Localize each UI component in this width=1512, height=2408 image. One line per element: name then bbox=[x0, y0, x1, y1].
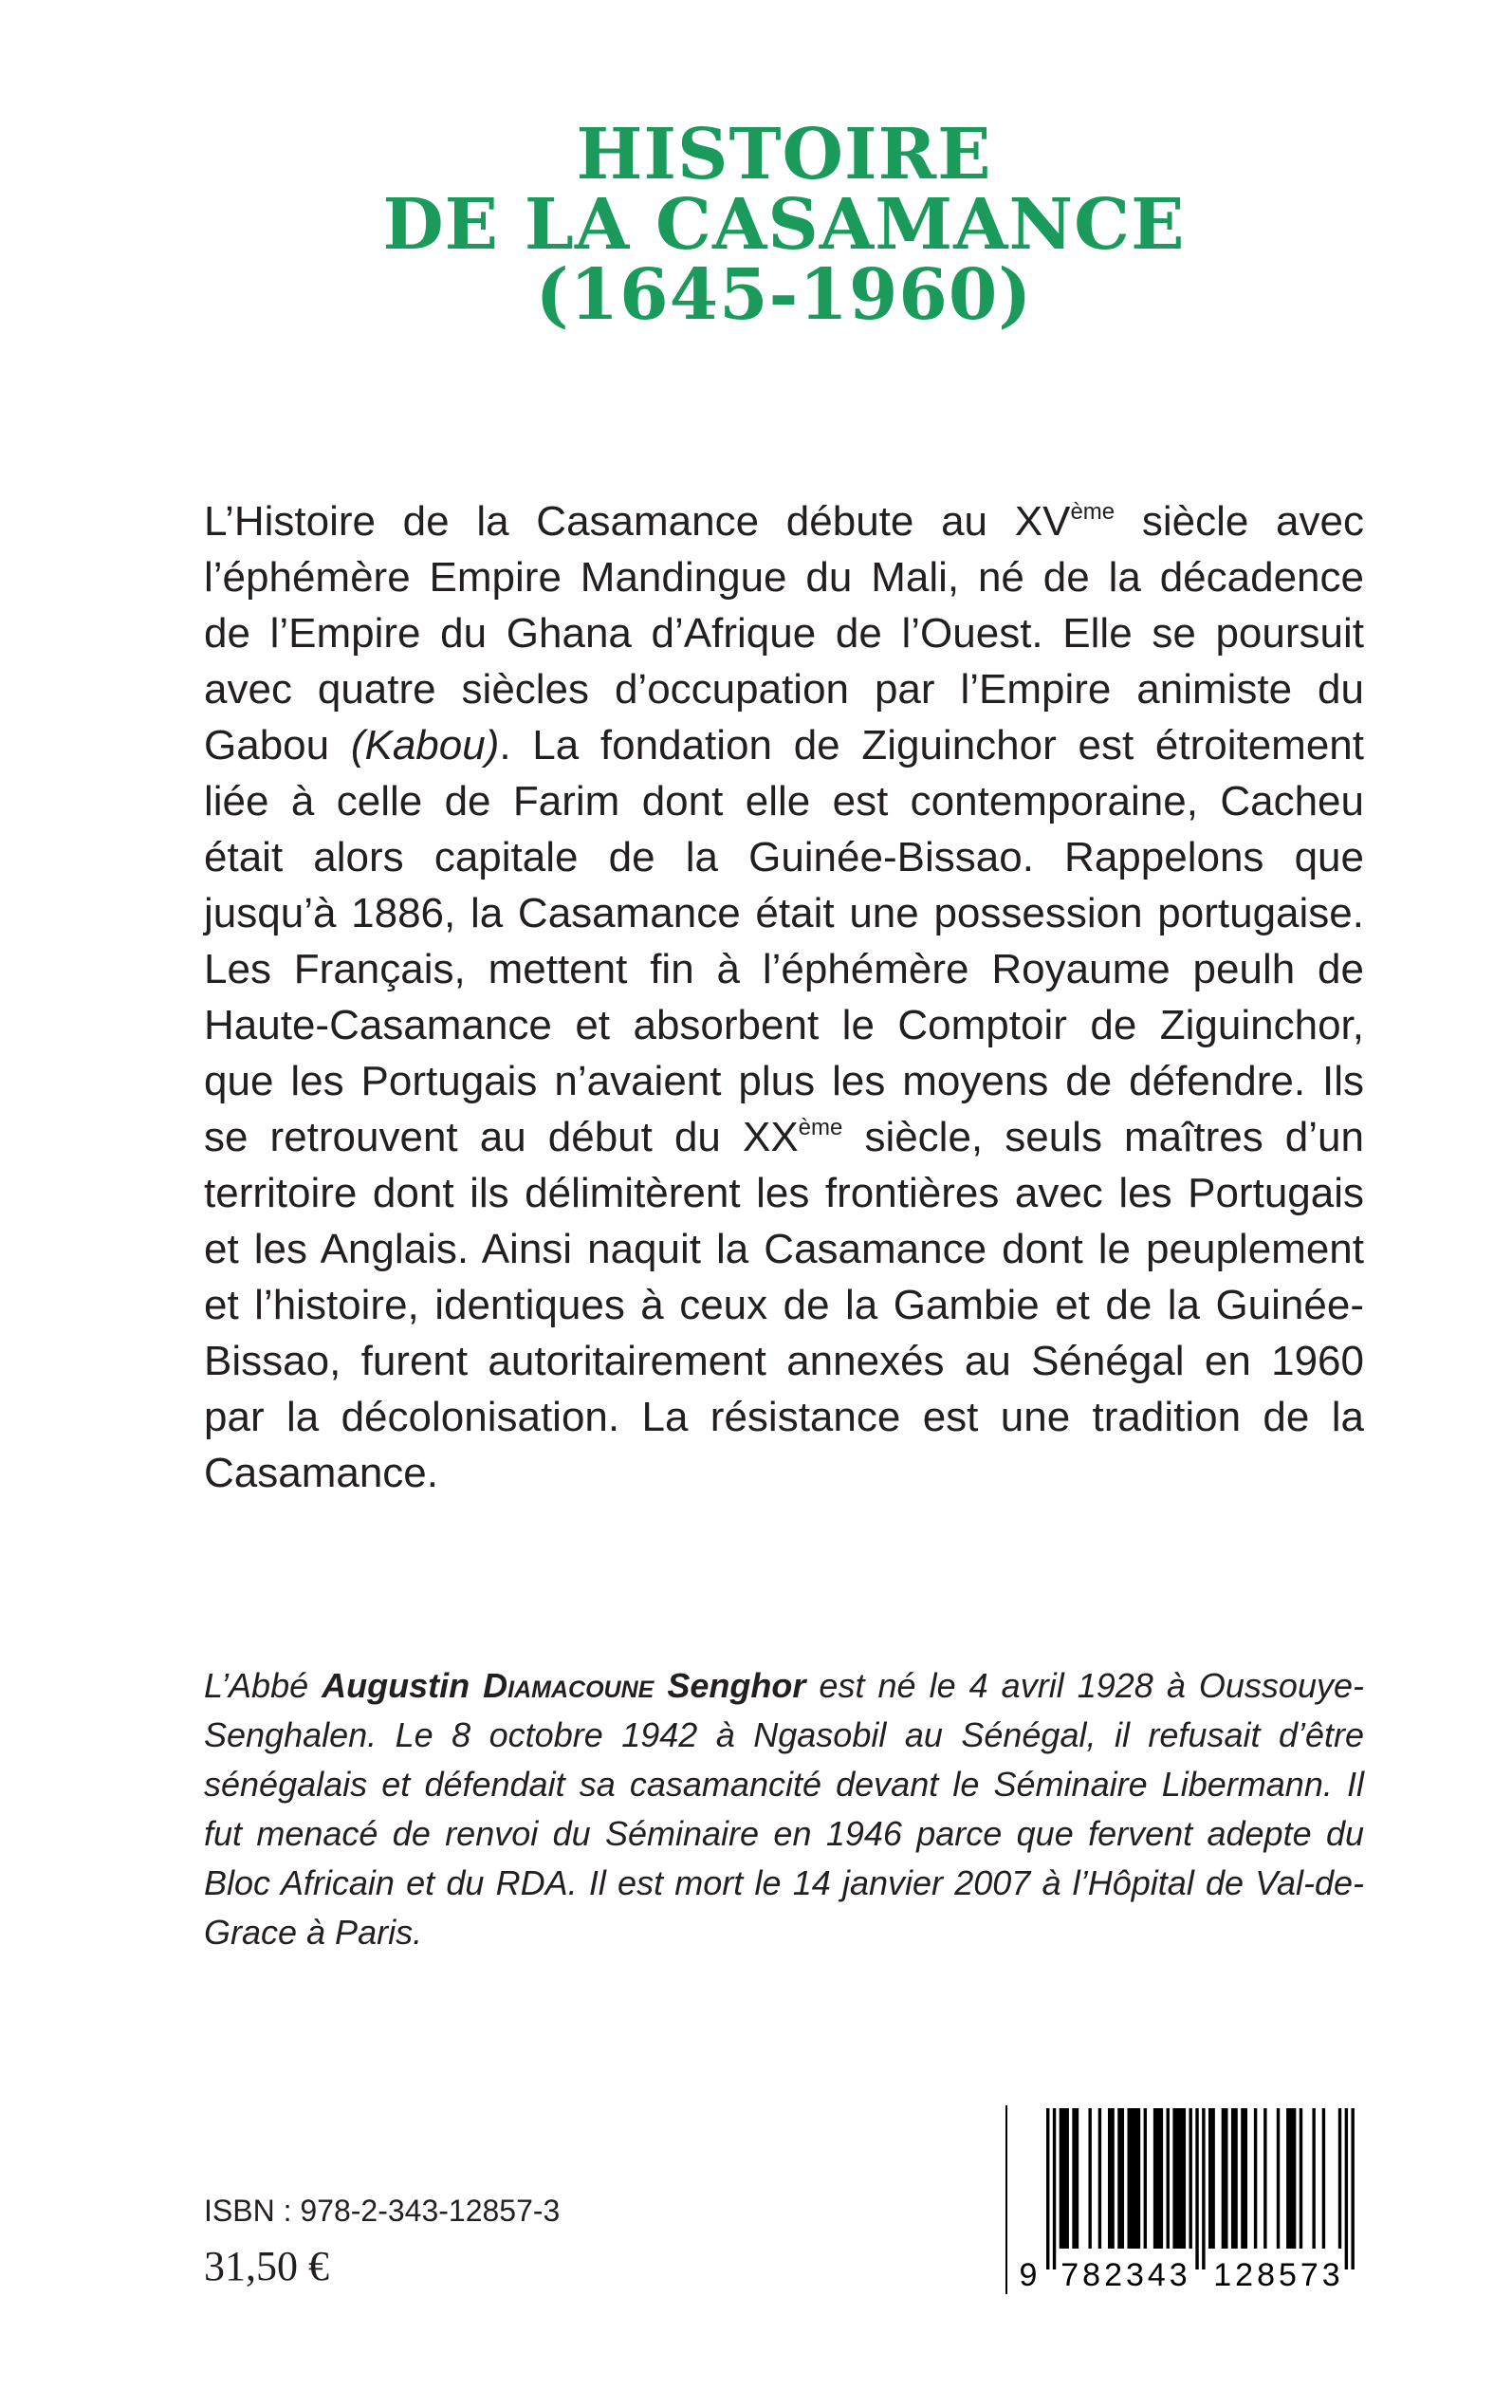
summary-line bbox=[204, 661, 1364, 717]
barcode-guard-bar bbox=[1053, 2108, 1056, 2269]
barcode-guard-bar bbox=[1195, 2108, 1198, 2269]
bio-line bbox=[204, 1908, 1364, 1957]
barcode-bar bbox=[1108, 2108, 1115, 2249]
barcode-bar bbox=[1098, 2108, 1101, 2249]
bio-text-run: Senghalen. Le 8 octobre 1942 à Ngasobil au Sénégal, il refusait d’être bbox=[204, 1715, 1364, 1754]
summary-line bbox=[204, 605, 1364, 661]
summary-text-run: par la décolonisation. La résistance est une tradition de la bbox=[204, 1394, 1364, 1440]
summary-line bbox=[204, 997, 1364, 1053]
barcode-bar bbox=[1231, 2108, 1238, 2249]
summary-line bbox=[204, 493, 1364, 549]
summary-text-run: jusqu’à 1886, la Casamance était une possession portugaise. bbox=[204, 890, 1364, 936]
superscript: ème bbox=[798, 1115, 843, 1140]
summary-line bbox=[204, 1333, 1364, 1389]
barcode-left-digits: 782343 bbox=[1060, 2257, 1191, 2293]
bio-text-run: L’Abbé bbox=[204, 1666, 323, 1705]
title-line: HISTOIRE bbox=[576, 114, 992, 195]
summary-text-run: se retrouvent au début du XX bbox=[204, 1114, 799, 1160]
summary-text-run: liée à celle de Farim dont elle est contemporaine, Cacheu bbox=[204, 778, 1364, 824]
summary-text-run: avec quatre siècles d’occupation par l’Empire animiste du bbox=[204, 666, 1364, 713]
summary-text-run: Les Français, mettent fin à l’éphémère Royaume peulh de bbox=[204, 946, 1364, 992]
author-bio bbox=[204, 1661, 1364, 1957]
bio-text-run: sénégalais et défendait sa casamancité devant le Séminaire Libermann. Il bbox=[204, 1765, 1364, 1804]
summary-line bbox=[204, 829, 1364, 885]
barcode-guard-bar bbox=[1202, 2108, 1205, 2269]
bio-text-run: Bloc Africain et du RDA. Il est mort le 14 janvier 2007 à l’Hôpital de Val-de- bbox=[204, 1863, 1364, 1902]
ean-barcode bbox=[1005, 2105, 1361, 2294]
barcode-bar bbox=[1241, 2108, 1247, 2249]
summary-text-run: Casamance. bbox=[204, 1450, 439, 1496]
barcode-bar bbox=[1088, 2108, 1091, 2249]
summary-text-run: Haute-Casamance et absorbent le Comptoir de Ziguinchor, bbox=[204, 1002, 1364, 1048]
author-last-name: Senghor bbox=[654, 1666, 806, 1705]
barcode-bar bbox=[1338, 2108, 1341, 2249]
summary-line bbox=[204, 1165, 1364, 1221]
barcode-bar bbox=[1322, 2108, 1325, 2249]
barcode-bar bbox=[1189, 2108, 1191, 2249]
summary-text-run: Bissao, furent autoritairement annexés au Sénégal en 1960 bbox=[204, 1338, 1364, 1384]
bio-line bbox=[204, 1809, 1364, 1859]
summary-text-run: de l’Empire du Ghana d’Afrique de l’Ouest. Elle se poursuit bbox=[204, 610, 1364, 657]
summary-line bbox=[204, 1053, 1364, 1109]
summary-line bbox=[204, 941, 1364, 997]
barcode-bar bbox=[1254, 2108, 1257, 2249]
barcode-bar bbox=[1153, 2108, 1163, 2249]
summary-text-run: et les Anglais. Ainsi naquit la Casamance dont le peuplement bbox=[204, 1226, 1364, 1272]
summary-line bbox=[204, 885, 1364, 941]
summary-text-run: L’Histoire de la Casamance débute au XV bbox=[204, 498, 1071, 545]
superscript: ème bbox=[1070, 499, 1116, 525]
bio-text-run: fut menacé de renvoi du Séminaire en 1946 parce que fervent adepte du bbox=[204, 1814, 1364, 1853]
barcode-bar bbox=[1312, 2108, 1315, 2249]
barcode-guard-bar bbox=[1345, 2108, 1348, 2269]
summary-line bbox=[204, 1445, 1364, 1501]
barcode-bar bbox=[1208, 2108, 1215, 2249]
barcode-bar bbox=[1263, 2108, 1266, 2249]
summary-line bbox=[204, 549, 1364, 605]
barcode-bar bbox=[1144, 2108, 1147, 2249]
bio-text-run: est né le 4 avril 1928 à Oussouye- bbox=[805, 1666, 1364, 1705]
summary-text-run: . La fondation de Ziguinchor est étroitement bbox=[499, 722, 1364, 769]
summary-line bbox=[204, 773, 1364, 829]
barcode-bar bbox=[1060, 2108, 1069, 2249]
summary-line bbox=[204, 1277, 1364, 1333]
price-label: 31,50 € bbox=[204, 2243, 329, 2289]
summary-text-run: était alors capitale de la Guinée-Bissao. Rappelons que bbox=[204, 834, 1364, 880]
summary-line bbox=[204, 1221, 1364, 1277]
summary-text-run: territoire dont ils délimitèrent les frontières avec les Portugais bbox=[204, 1170, 1364, 1216]
title-line: DE LA CASAMANCE bbox=[382, 184, 1186, 266]
summary-text-run: siècle avec bbox=[1115, 498, 1364, 545]
summary-line bbox=[204, 1109, 1364, 1165]
summary-text-run: que les Portugais n’avaient plus les moyens de défendre. Ils bbox=[204, 1058, 1364, 1104]
bio-line bbox=[204, 1661, 1364, 1711]
book-title bbox=[204, 114, 1364, 336]
bio-line bbox=[204, 1711, 1364, 1760]
summary-text-run: Gabou bbox=[204, 722, 351, 769]
bio-text-run: Grace à Paris. bbox=[204, 1913, 423, 1952]
isbn-label: ISBN : 978-2-343-12857-3 bbox=[204, 2194, 561, 2228]
barcode-guard-bar bbox=[1351, 2108, 1354, 2269]
summary-text-run: et l’histoire, identiques à ceux de la Gambie et de la Guinée- bbox=[204, 1282, 1364, 1328]
barcode-bar bbox=[1222, 2108, 1228, 2249]
author-middle-name: Diamacoune bbox=[483, 1666, 655, 1705]
italic-text: (Kabou) bbox=[350, 722, 500, 769]
summary-line bbox=[204, 717, 1364, 773]
barcode-bar bbox=[1117, 2108, 1124, 2249]
bio-line bbox=[204, 1760, 1364, 1809]
barcode-right-digits: 128573 bbox=[1213, 2257, 1344, 2293]
barcode-border bbox=[1005, 2105, 1007, 2294]
barcode-bar bbox=[1277, 2108, 1280, 2249]
barcode-bar bbox=[1286, 2108, 1296, 2249]
summary-line bbox=[204, 1389, 1364, 1445]
summary-text-run: l’éphémère Empire Mandingue du Mali, né de la décadence bbox=[204, 554, 1364, 601]
barcode-bar bbox=[1072, 2108, 1079, 2249]
barcode-bar bbox=[1167, 2108, 1170, 2249]
barcode-guard-bar bbox=[1046, 2108, 1049, 2269]
barcode-bar bbox=[1172, 2108, 1186, 2249]
title-dates: (1645-1960) bbox=[535, 254, 1033, 336]
barcode-bar bbox=[1128, 2108, 1141, 2249]
summary-text-run: siècle, seuls maîtres d’un bbox=[842, 1114, 1364, 1160]
barcode-bar bbox=[1300, 2108, 1302, 2249]
bio-line bbox=[204, 1859, 1364, 1908]
author-first-name: Augustin bbox=[322, 1666, 484, 1705]
summary-paragraph bbox=[204, 493, 1364, 1501]
barcode-lead-digit: 9 bbox=[1019, 2257, 1038, 2293]
